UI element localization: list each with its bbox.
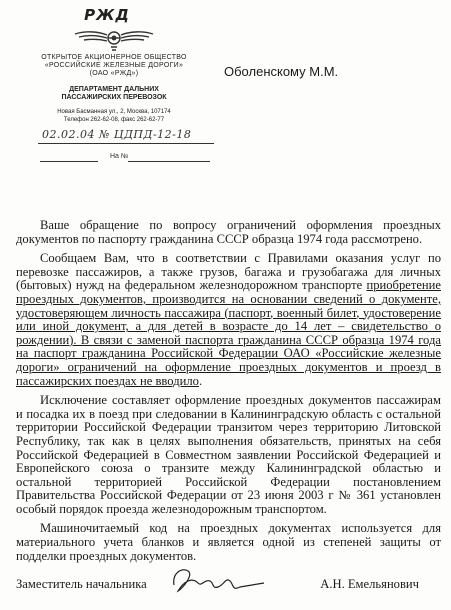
- paragraph-4: Машиночитаемый код на проездных документах используется для материального учета бланков и является одной из степеней защиты от подделки проездных документов.: [16, 521, 441, 563]
- reference-label: На №: [110, 153, 129, 160]
- registration-line: [34, 130, 214, 146]
- org-name-line3: (ОАО «РЖД»): [89, 70, 139, 77]
- signature-block: [16, 577, 441, 601]
- registration-date-number: 02.02.04 № ЦДПД-12-18: [42, 128, 192, 141]
- paragraph-2: [16, 252, 441, 388]
- reference-rule-left: [40, 161, 98, 162]
- registration-rule: [38, 143, 214, 144]
- rzd-logo-text: РЖД: [84, 6, 130, 24]
- handwritten-signature-icon: [168, 563, 278, 597]
- paragraph-1: Ваше обращение по вопросу ограничений оформления проездных документов по паспорту гражданина СССР образца 1974 года рассмотрено.: [16, 218, 441, 246]
- dept-name-line1: ДЕПАРТАМЕНТ ДАЛЬНИХ: [69, 86, 159, 93]
- paragraph-2-end: .: [198, 373, 203, 388]
- org-name-line1: ОТКРЫТОЕ АКЦИОНЕРНОЕ ОБЩЕСТВО: [41, 54, 187, 61]
- paragraph-2-intro: Сообщаем Вам, что в соответствии с Правилами оказания услуг по перевозке пассажиров, а также грузов, багажа и грузобагажа для личных (бытовых) нужд на федеральном железнодорожном транспорте: [16, 251, 441, 293]
- org-name-line2: «РОССИЙСКИЕ ЖЕЛЕЗНЫЕ ДОРОГИ»: [44, 62, 184, 69]
- reference-line: [40, 152, 210, 164]
- recipient-name: Оболенскому М.М.: [224, 64, 339, 79]
- reference-rule-right: [128, 161, 210, 162]
- letterhead: [14, 6, 214, 124]
- paragraph-2-underlined: приобретение проездных документов, производится на основании сведений о документе, удостоверяющем личность пассажира (паспорт, военный билет, удостоверение или иной документ, а для детей в возрасте до 14 лет – свидетельство о рождении). В связи с заменой паспорта гражданина СССР образца 1974 года на паспорт гражданина Российской Федерации ОАО «Российские железные дороги» ограничений на оформление проездных документов и проезд в пассажирских поездах не вводило: [16, 278, 441, 388]
- dept-name-line2: ПАССАЖИРСКИХ ПЕРЕВОЗОК: [61, 94, 167, 101]
- phone-fax-line: Телефон 262-62-08, факс 262-62-77: [63, 117, 165, 123]
- signatory-name: А.Н. Емельянович: [320, 577, 419, 591]
- letter-body: [16, 219, 441, 569]
- paragraph-3: Исключение составляет оформление проездных документов пассажирам и посадка их в поезд при следовании в Калининградскую область с остальной территории Российской Федерации транзитом через территорию Литовской Республику, так как в целях выполнения обязательств, принятых на себя Российской Федерацией в Совместном заявлении Российской Федерацией и Европейского союза о транзите между Калининградской областью и остальной территорией Российской Федерации постановлением Правительства Российской Федерации от 23 июня 2003 г № 361 установлен особый порядок проезда железнодорожным транспортом.: [16, 393, 441, 516]
- address-line: Новая Басманная ул., 2, Москва, 107174: [57, 109, 171, 115]
- winged-wheel-emblem-icon: [71, 26, 157, 52]
- signatory-title: Заместитель начальника: [16, 577, 147, 591]
